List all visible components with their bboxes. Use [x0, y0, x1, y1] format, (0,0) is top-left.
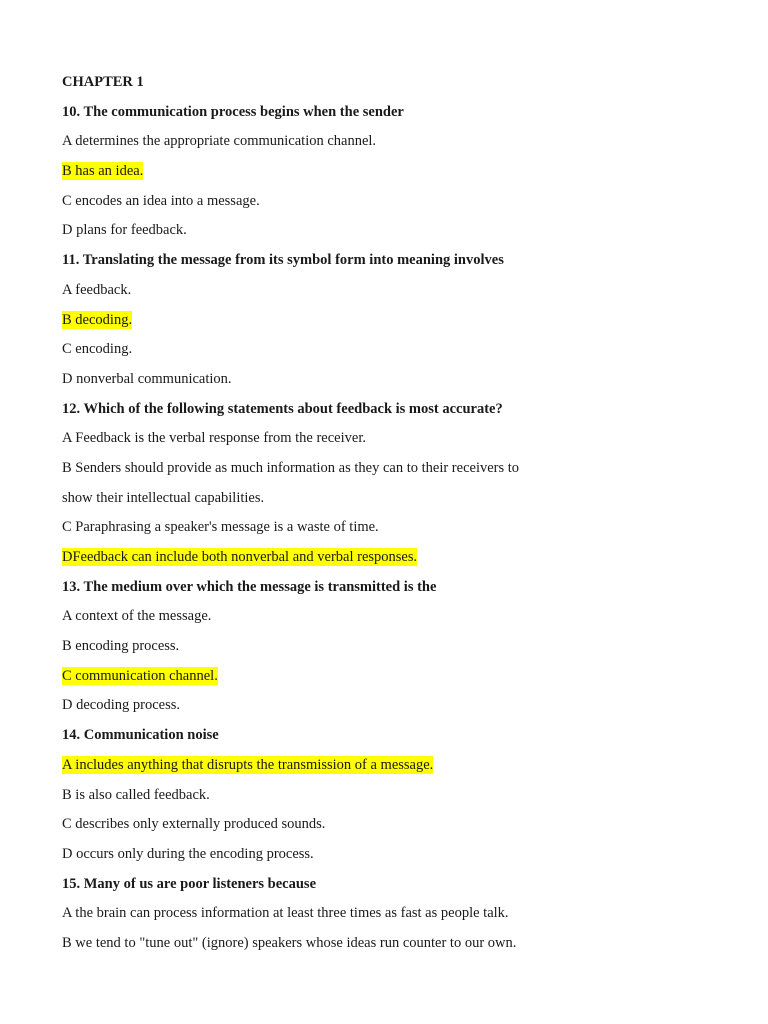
correct-answer-option	[62, 664, 722, 694]
answer-option	[62, 337, 722, 367]
correct-answer-option	[62, 159, 722, 189]
line-text: B we tend to "tune out" (ignore) speakers whose ideas run counter to our own.	[62, 934, 517, 951]
line-text: D occurs only during the encoding process.	[62, 845, 314, 862]
highlighted-text: DFeedback can include both nonverbal and verbal responses.	[62, 549, 418, 565]
correct-answer-option	[62, 753, 722, 783]
line-text: A determines the appropriate communication channel.	[62, 133, 377, 150]
answer-option	[62, 931, 722, 961]
answer-option	[62, 189, 722, 219]
line-text: A context of the message.	[62, 608, 212, 625]
line-text: D plans for feedback.	[62, 222, 187, 239]
highlighted-text: A includes anything that disrupts the transmission of a message.	[62, 756, 434, 773]
question-list	[62, 100, 722, 961]
answer-option	[62, 129, 722, 159]
answer-option	[62, 426, 722, 456]
answer-option	[62, 367, 722, 397]
line-text: D nonverbal communication.	[62, 370, 232, 387]
highlighted-text: B decoding.	[62, 311, 133, 328]
correct-answer-option	[62, 308, 722, 338]
line-text: 15. Many of us are poor listeners because	[62, 875, 317, 892]
document-body	[62, 70, 722, 961]
line-text: 14. Communication noise	[62, 727, 219, 744]
answer-option	[62, 604, 722, 634]
answer-option	[62, 456, 722, 486]
answer-option	[62, 812, 722, 842]
line-text: show their intellectual capabilities.	[62, 489, 265, 506]
line-text: A Feedback is the verbal response from the receiver.	[62, 430, 366, 447]
line-text: 12. Which of the following statements about feedback is most accurate?	[62, 400, 503, 417]
answer-option	[62, 218, 722, 248]
line-text: A feedback.	[62, 281, 132, 298]
line-text: D decoding process.	[62, 697, 180, 714]
line-text: A the brain can process information at least three times as fast as people talk.	[62, 905, 509, 922]
line-text: 13. The medium over which the message is transmitted is the	[62, 578, 437, 595]
question-text	[62, 872, 722, 902]
question-text	[62, 397, 722, 427]
highlighted-text: B has an idea.	[62, 163, 144, 180]
answer-option	[62, 278, 722, 308]
answer-option	[62, 515, 722, 545]
answer-option	[62, 842, 722, 872]
line-text: 11. Translating the message from its symbol form into meaning involves	[62, 252, 504, 269]
answer-option	[62, 486, 722, 516]
line-text: 10. The communication process begins when the sender	[62, 103, 404, 120]
answer-option	[62, 693, 722, 723]
question-text	[62, 575, 722, 605]
answer-option	[62, 901, 722, 931]
question-text	[62, 723, 722, 753]
line-text: B Senders should provide as much information as they can to their receivers to	[62, 459, 520, 476]
question-text	[62, 100, 722, 130]
line-text: C encoding.	[62, 341, 133, 358]
correct-answer-option	[62, 545, 722, 575]
question-text	[62, 248, 722, 278]
answer-option	[62, 783, 722, 813]
chapter-title: CHAPTER 1	[62, 74, 144, 90]
answer-option	[62, 634, 722, 664]
line-text: C Paraphrasing a speaker's message is a waste of time.	[62, 519, 379, 536]
line-text: B encoding process.	[62, 638, 180, 655]
line-text: C describes only externally produced sounds.	[62, 816, 326, 833]
line-text: B is also called feedback.	[62, 786, 210, 803]
highlighted-text: C communication channel.	[62, 667, 218, 684]
line-text: C encodes an idea into a message.	[62, 192, 260, 209]
